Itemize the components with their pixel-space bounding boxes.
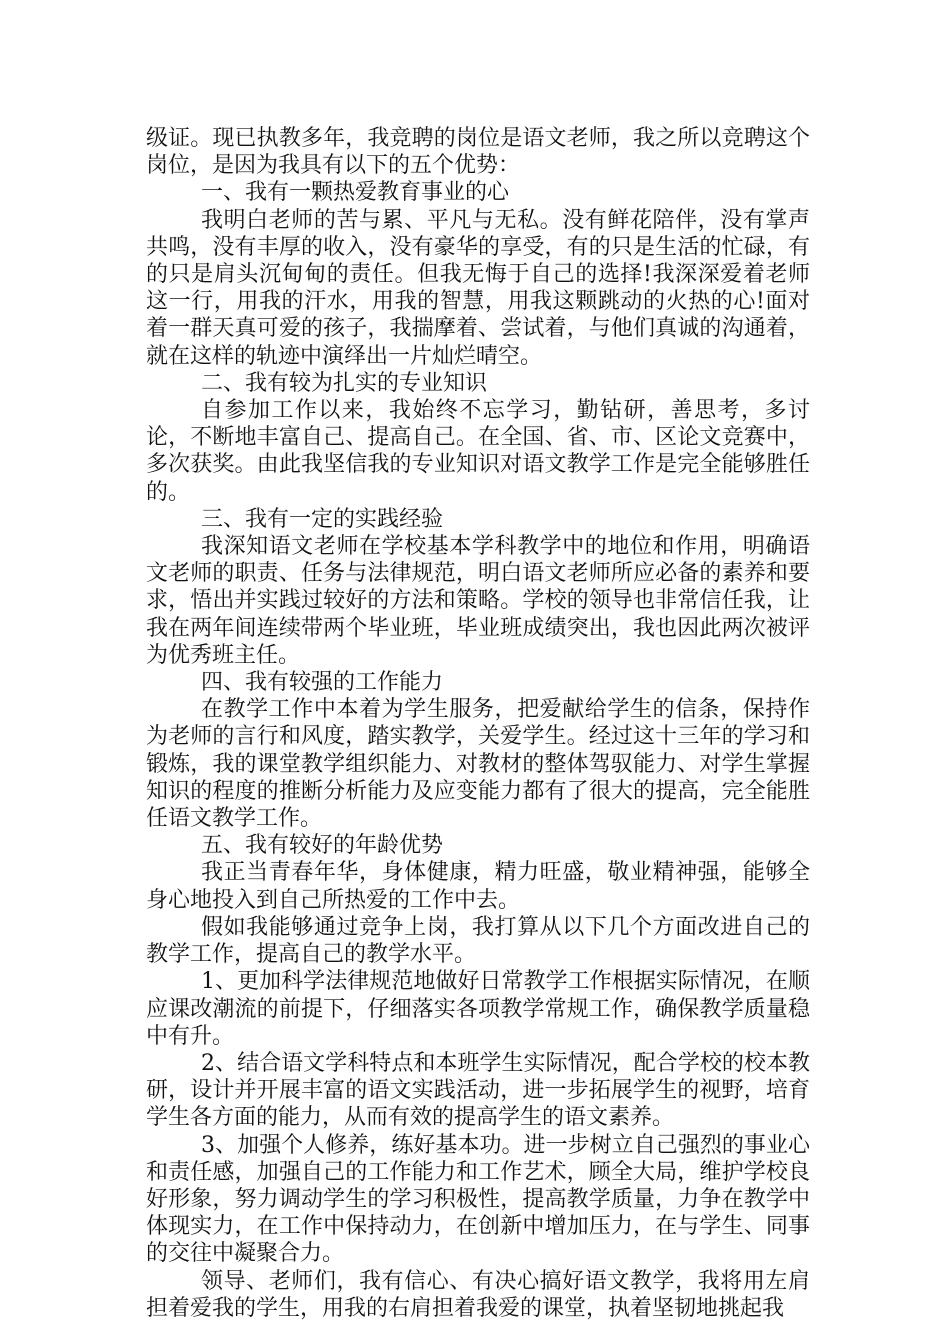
paragraph: 我正当青春年华，身体健康，精力旺盛，敬业精神强，能够全身心地投入到自己所热爱的工作中去。 [146, 860, 810, 913]
paragraph: 我深知语文老师在学校基本学科教学中的地位和作用，明确语文老师的职责、任务与法律规范，明白语文老师所应必备的素养和要求，悟出并实践过较好的方法和策略。学校的领导也非常信任我，让我在两年间连续带两个毕业班，毕业班成绩突出，我也因此两次被评为优秀班主任。 [146, 534, 810, 668]
document-body [146, 125, 810, 1322]
paragraph: 假如我能够通过竞争上岗，我打算从以下几个方面改进自己的教学工作，提高自己的教学水平。 [146, 914, 810, 968]
paragraph: 我明白老师的苦与累、平凡与无私。没有鲜花陪伴，没有掌声共鸣，没有丰厚的收入，没有豪华的享受，有的只是生活的忙碌，有的只是肩头沉甸甸的责任。但我无悔于自己的选择!我深深爱着老师这一行，用我的汗水，用我的智慧，用我这颗跳动的火热的心!面对着一群天真可爱的孩子，我揣摩着、尝试着，与他们真诚的沟通着，就在这样的轨迹中演绎出一片灿烂晴空。 [146, 207, 810, 369]
list-item: 1、更加科学法律规范地做好日常教学工作根据实际情况，在顺应课改潮流的前提下，仔细落实各项教学常规工作，确保教学质量稳中有升。 [146, 969, 810, 1049]
paragraph: 自参加工作以来，我始终不忘学习，勤钻研，善思考，多讨论，不断地丰富自己、提高自己。在全国、省、市、区论文竞赛中，多次获奖。由此我坚信我的专业知识对语文教学工作是完全能够胜任的。 [146, 398, 810, 505]
section-heading: 一、我有一颗热爱教育事业的心 [201, 180, 510, 206]
section-heading: 四、我有较强的工作能力 [201, 670, 444, 696]
section-heading: 五、我有较好的年龄优势 [201, 833, 444, 859]
paragraph: 级证。现已执教多年，我竞聘的岗位是语文老师，我之所以竞聘这个岗位，是因为我具有以下的五个优势： [146, 126, 810, 179]
section-heading: 三、我有一定的实践经验 [201, 506, 444, 532]
paragraph: 领导、老师们，我有信心、有决心搞好语文教学，我将用左肩担着爱我的学生，用我的右肩担着我爱的课堂，执着坚韧地挑起我 [146, 1268, 810, 1321]
list-item: 2、结合语文学科特点和本班学生实际情况，配合学校的校本教研，设计并开展丰富的语文实践活动，进一步拓展学生的视野，培育学生各方面的能力，从而有效的提高学生的语文素养。 [146, 1050, 810, 1131]
list-item: 3、加强个人修养，练好基本功。进一步树立自己强烈的事业心和责任感，加强自己的工作能力和工作艺术，顾全大局，维护学校良好形象，努力调动学生的学习积极性，提高教学质量，力争在教学中体现实力，在工作中保持动力，在创新中增加压力，在与学生、同事的交往中凝聚合力。 [146, 1132, 810, 1267]
paragraph: 在教学工作中本着为学生服务，把爱献给学生的信条，保持作为老师的言行和风度，踏实教学，关爱学生。经过这十三年的学习和锻炼，我的课堂教学组织能力、对教材的整体驾驭能力、对学生掌握知识的程度的推断分析能力及应变能力都有了很大的提高，完全能胜任语文教学工作。 [146, 697, 810, 832]
section-heading: 二、我有较为扎实的专业知识 [201, 370, 488, 396]
